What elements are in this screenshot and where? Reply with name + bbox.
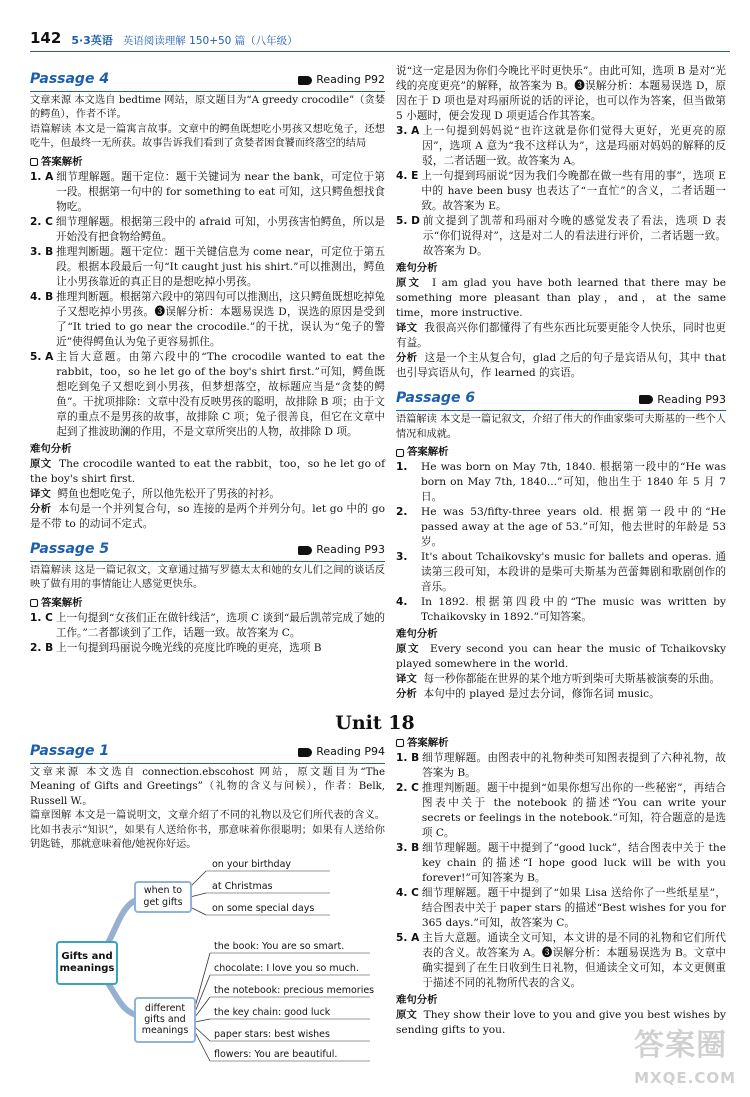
list-item: 2. He was 53/fifty-three years old. 根据第一段中的“He passed away at the age of 53.”可知，他去世时的年龄是 53 岁。 — [396, 506, 726, 549]
mindmap-leaf: chocolate: I love you so much. — [214, 962, 359, 974]
unit18-passage1-bar — [30, 742, 385, 764]
list-item: 4. C 细节理解题。题干中提到了“如果 Lisa 送给你了一些纸星星”，结合图表中关于 paper stars 的描述“Best wishes for you for 365 days.”可知，故答案为 C。 — [396, 887, 726, 930]
pointing-hand-icon — [298, 546, 312, 555]
lock-icon — [30, 158, 38, 166]
passage6-original: 原文 Every second you can hear the music of Tchaikovsky played somewhere in the world. — [396, 643, 726, 671]
passage6-analysis: 分析 本句中的 played 是过去分词，修饰名词 music。 — [396, 688, 660, 701]
lock-icon — [396, 449, 404, 457]
mindmap-branch-when: when to get gifts — [134, 881, 192, 913]
list-item: 1. He was born on May 7th, 1840. 根据第一段中的“He was born on May 7th, 1840...”可知，他出生于 1840 年 5 月 7 日。 — [396, 461, 726, 504]
list-item: 5. A 主旨大意题。通读全文可知，本文讲的是不同的礼物和它们所代表的含义。故答案为 A。❸误解分析：本题易误选为 B。文章中确实提到了在生日收到生日礼物，但通读全文可知，本文更侧重于描述不同的礼物所代表的含义。 — [396, 932, 726, 990]
unit18-passage1-summary: 篇章图解 本文是一篇说明文，文章介绍了不同的礼物以及它们所代表的含义。比如书表示“知识”，如果有人送给你书，那意味着你很聪明；如果有人送给你钥匙链，那就意味着他/她祝你好运。 — [30, 810, 385, 851]
passage6-title: Passage 6 — [396, 390, 476, 407]
left-column-top — [30, 64, 385, 656]
passage6-translation: 译文 每一秒你都能在世界的某个地方听到柴可夫斯基被演奏的乐曲。 — [396, 673, 721, 686]
passage6-bar — [396, 389, 726, 411]
right-column-bottom — [396, 736, 726, 1038]
passage6-ref: Reading P93 — [639, 392, 726, 408]
list-item: 1. A 细节理解题。题干定位：题干关键词为 near the bank，可定位于第一段。根据第一句中的 for something to eat 可知，这只鳄鱼想找食物吃。 — [30, 170, 385, 213]
passage5-original: 原文 I am glad you have both learned that there may be something more pleasant than play，and，at the same time，more instructive. — [396, 277, 726, 320]
passage6-difficult-heading: 难句分析 — [396, 628, 438, 641]
gift-mindmap-diagram — [30, 857, 385, 1067]
list-item: 1. C 上一句提到“女孩们正在做针线活”，选项 C 谈到“最后凯蒂完成了她的工作。”二者都谈到了工作，话题一致。故答案为 C。 — [30, 611, 385, 639]
page-number: 142 — [30, 28, 62, 47]
unit-title: Unit 18 — [335, 712, 415, 734]
unit18-original: 原文 They show their love to you and give you best wishes by sending gifts to you. — [396, 1009, 726, 1037]
passage5-bar — [30, 540, 385, 562]
passage4-ref: Reading P92 — [298, 72, 385, 88]
list-item: 3. B 细节理解题。题干中提到了“good luck”，结合图表中关于 the key chain 的描述“I hope good luck will be with you forever!”可知答案为 B。 — [396, 841, 726, 885]
mindmap-leaf: flowers: You are beautiful. — [214, 1048, 338, 1060]
mindmap-leaf: the notebook: precious memories — [214, 984, 375, 996]
passage5-translation: 译文 我很高兴你们都懂得了有些东西比玩要更能令人快乐，同时也更有益。 — [396, 322, 727, 350]
list-item: 5. D 前文提到了凯蒂和玛丽对今晚的感觉发表了看法，选项 D 表示“你们说得对”，这是对二人的看法进行评价，二者话题一致。故答案为 D。 — [396, 215, 726, 258]
passage4-bar — [30, 70, 385, 92]
list-item: 3. It's about Tchaikovsky's music for ballets and operas. 通读第三段可知，本段讲的是柴可夫斯基为芭蕾舞剧和歌剧创作的音乐。 — [396, 551, 726, 594]
passage4-translation: 译文 鳄鱼也想吃兔子，所以他先松开了男孩的衬衫。 — [30, 487, 280, 500]
mindmap-leaf: paper stars: best wishes — [214, 1028, 330, 1040]
watermark-logo: 答案圈 MXQE.COM — [634, 1028, 736, 1087]
book-subtitle: 英语阅读理解 150+50 篇（八年级） — [122, 35, 298, 48]
passage4-answer-heading: 答案解析 — [30, 155, 385, 170]
list-item: 1. B 细节理解题。由图表中的礼物种类可知图表提到了六种礼物，故答案为 B。 — [396, 751, 726, 779]
unit18-passage1-title: Passage 1 — [30, 743, 110, 759]
list-item: 4. E 上一句提到玛丽说“因为我们今晚都在做一些有用的事”，选项 E 中的 have been busy 也表达了“一直忙”的含义，二者话题一致。故答案为 E。 — [396, 170, 726, 213]
passage5-summary: 语篇解读 这是一篇记叙文，文章通过描写罗德太太和她的女儿们之间的谈话反映了做有用的事情能让人感觉更快乐。 — [30, 564, 385, 591]
passage4-difficult-heading: 难句分析 — [30, 443, 72, 456]
mindmap-leaf: on some special days — [212, 902, 315, 914]
list-item: 3. B 推理判断题。题干定位：题干关键信息为 come near，可定位于第五段。根据本段最后一句“It caught just his shirt.”可以推测出，鳄鱼让小男孩靠近的真正目的是想吃掉小男孩。 — [30, 245, 385, 288]
unit18-difficult-heading: 难句分析 — [396, 994, 438, 1007]
lock-icon — [396, 739, 404, 747]
list-item: 2. C 细节理解题。根据第三段中的 afraid 可知，小男孩害怕鳄鱼，所以是开始没有把食物给鳄鱼。 — [30, 215, 385, 243]
mindmap-leaf: the book: You are so smart. — [214, 940, 345, 952]
list-item: 3. A 上一句提到妈妈说“也许这就是你们觉得大更好，光更亮的原因”，选项 A 意为“我不这样认为”，这是玛丽对妈妈的解释的反驳，二者话题一致。故答案为 A。 — [396, 125, 726, 168]
lock-icon — [30, 599, 38, 607]
passage5-title: Passage 5 — [30, 541, 110, 558]
passage4-analysis: 分析 本句是一个并列复合句，so 连接的是两个并列分句。let go 中的 go 是不带 to 的动词不定式。 — [30, 503, 385, 531]
pointing-hand-icon — [298, 76, 312, 85]
passage5-answer-heading: 答案解析 — [30, 596, 385, 611]
passage4-title: Passage 4 — [30, 71, 110, 87]
passage5-difficult-heading: 难句分析 — [396, 262, 438, 275]
right-column-top — [396, 64, 726, 702]
unit18-passage1-ref: Reading P94 — [298, 744, 385, 760]
unit18-answer-heading: 答案解析 — [396, 736, 726, 751]
list-item: 2. C 推理判断题。题干中提到“如果你想写出你的一些秘密”，再结合图表中关于 the notebook 的描述“You can write your secrets or feelings in the notebook.”可知，符合题意的是选项 C。 — [396, 781, 726, 839]
unit18-passage1-source: 文章来源 本文选自 connection.ebscohost 网站，原文题目为“The Meaning of Gifts and Greetings”（礼物的含义与问候），作者：Belk, Russell W.。 — [30, 766, 385, 807]
list-item: 2. B 上一句提到玛丽说今晚光线的亮度比昨晚的更亮，选项 B — [30, 641, 322, 654]
passage5-analysis: 分析 这是一个主从复合句，glad 之后的句子是宾语从句，其中 that 也引导宾语从句，作 learned 的宾语。 — [396, 352, 726, 380]
mindmap-branch-gifts: different gifts and meanings — [134, 997, 196, 1043]
mindmap-root: Gifts and meanings — [56, 941, 118, 985]
passage4-summary: 语篇解读 本文是一篇寓言故事。文章中的鳄鱼既想吃小男孩又想吃兔子，还想吃牛，但最终一无所获。故事告诉我们看到了贪婪者困食饕而终落空的结局 — [30, 123, 385, 150]
passage6-answer-heading: 答案解析 — [396, 445, 726, 460]
list-item: 4. B 推理判断题。根据第六段中的第四句可以推测出，这只鳄鱼既想吃掉兔子又想吃掉小男孩。❸误解分析：本题易误选 D，误选的原因是受到了“It tried to go near the crocodile.”的干扰，误认为“兔子的警近”使得鳄鱼认为兔子更容易抓住。 — [30, 290, 385, 348]
mindmap-leaf: at Christmas — [212, 880, 273, 892]
mindmap-leaf: on your birthday — [212, 858, 292, 870]
pointing-hand-icon — [639, 395, 653, 404]
passage5-ref: Reading P93 — [298, 542, 385, 558]
list-item: 4. In 1892. 根据第四段中的“The music was written by Tchaikovsky in 1892.”可知答案。 — [396, 596, 726, 624]
left-column-bottom — [30, 736, 385, 1067]
passage6-summary: 语篇解读 本文是一篇记叙文，介绍了伟大的作曲家柴可夫斯基的一些个人情况和成就。 — [396, 414, 726, 440]
passage4-original: 原文 The crocodile wanted to eat the rabbit，too，so he let go of the boy's shirt first. — [30, 457, 385, 485]
book-title: 5·3英语 — [71, 34, 113, 48]
passage5-continued: 说“这一定是因为你们今晚比平时更快乐”。由此可知，选项 B 是对“光线的亮度更亮”的解释，故答案为 B。❸误解分析：本题易误选 D，原因在于 D 项也是对玛丽所说的话的评论，也可以作为答案，但当做第 5 小题时，便会发现 D 项更适合作其答案。 — [396, 65, 726, 123]
pointing-hand-icon — [298, 748, 312, 757]
passage4-source: 文章来源 本文选自 bedtime 网站，原文题目为“A greedy crocodile”（贪婪的鳄鱼），作者不详。 — [30, 94, 385, 121]
page-header — [30, 30, 730, 52]
list-item: 5. A 主旨大意题。由第六段中的“The crocodile wanted to eat the rabbit，too，so he let go of the boy's shirt first.”可知，鳄鱼既想吃到兔子又想吃到小男孩，但梦想落空，故标题应当是“贪婪的鳄鱼”。干扰项排除：文章中没有反映男孩的聪明，故排除 B 项；由于文章的重点不是男孩的故事，故排除 C 项；兔子很善良，但它在文章中起到了推波助澜的作用，不是文章所突出的人物，故排除 D 项。 — [30, 350, 385, 439]
mindmap-leaf: the key chain: good luck — [214, 1006, 331, 1018]
